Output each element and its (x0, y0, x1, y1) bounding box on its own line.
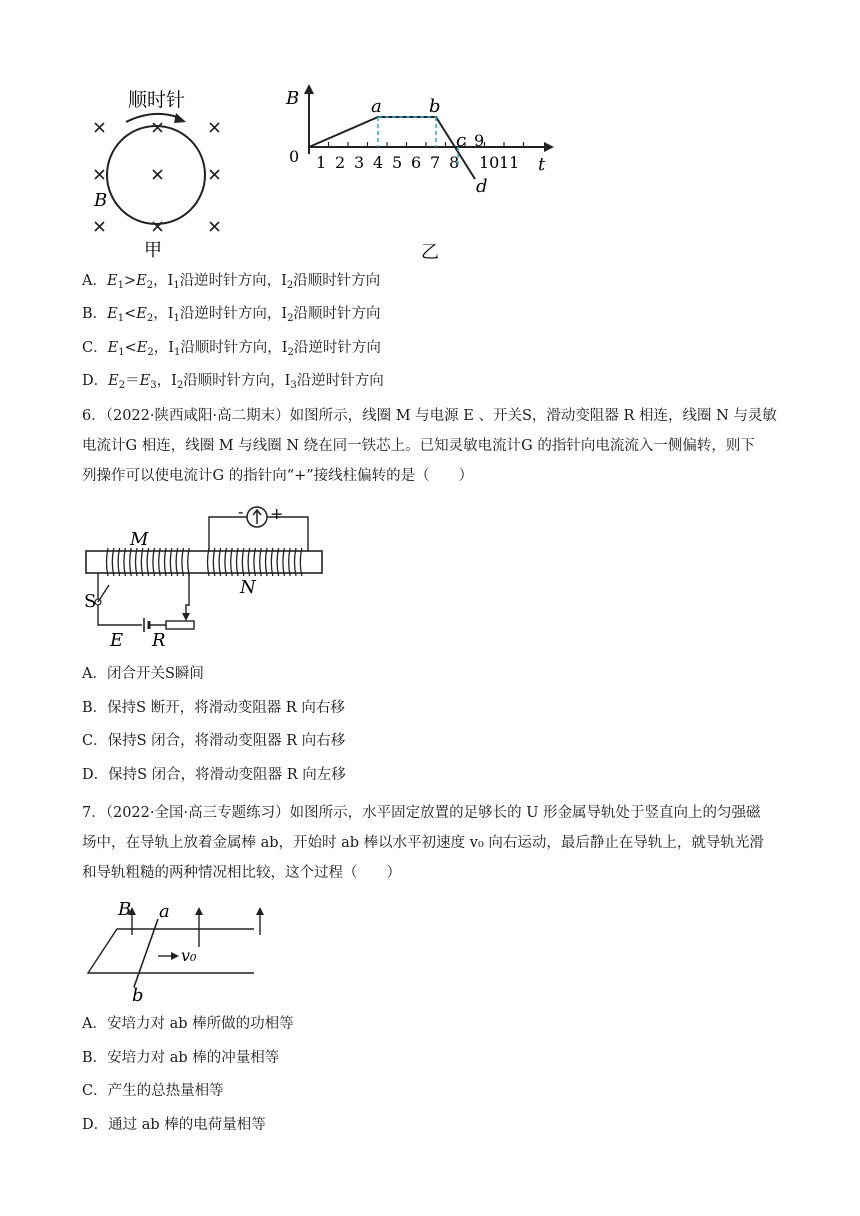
coil-turn (277, 548, 279, 576)
point-label-d: d (476, 176, 488, 197)
q7-option-d: D．通过 ab 棒的电荷量相等 (82, 1117, 266, 1133)
q6-option-a: A．闭合开关S瞬间 (82, 666, 204, 682)
coil-n-label: N (240, 577, 256, 598)
q7-stem (82, 798, 782, 888)
q6-option-c: C．保持S 闭合，将滑动变阻器 R 向右移 (82, 733, 346, 749)
coil-turn (176, 548, 178, 576)
tick-label: 10 (479, 153, 500, 172)
coil-turn (141, 548, 143, 576)
q7-line: 场中，在导轨上放着金属棒 ab，开始时 ab 棒以水平初速度 v₀ 向右运动，最后静止在导轨上，就导轨光滑 (82, 835, 764, 851)
direction-label: 顺时针 (128, 89, 186, 111)
resistor-label: R (152, 630, 166, 651)
coil-turn (107, 548, 109, 576)
coil-turn (300, 548, 302, 576)
coil-turn (118, 548, 120, 576)
coil-turn (225, 548, 227, 576)
galvanometer-minus: - (238, 503, 244, 521)
y-axis-arrow-icon (304, 84, 314, 94)
coil-turn (237, 548, 239, 576)
point-label-a: a (371, 96, 382, 117)
coil-turn (231, 548, 233, 576)
coil-turn (242, 548, 244, 576)
coil-turn (124, 548, 126, 576)
q6-line: 列操作可以使电流计G 的指针向“+”接线柱偏转的是（ ） (82, 468, 474, 484)
clockwise-arrow-icon (126, 114, 180, 122)
coil-turn (153, 548, 155, 576)
q7-option-b: B．安培力对 ab 棒的冲量相等 (82, 1050, 280, 1066)
galvanometer-plus: + (270, 504, 284, 523)
u-rail (88, 929, 254, 973)
tick-label: 8 (449, 153, 460, 172)
coil-turn (147, 548, 149, 576)
tick-label: 2 (335, 153, 346, 172)
source-label: E (110, 630, 124, 651)
coil-turn (266, 548, 268, 576)
q7-option-c: C．产生的总热量相等 (82, 1083, 224, 1099)
velocity-arrowhead-icon (171, 952, 179, 960)
coil-turn (219, 548, 221, 576)
tick-label: 4 (373, 153, 384, 172)
q6-option-d: D．保持S 闭合，将滑动变阻器 R 向左移 (82, 767, 346, 783)
q7-line: 7．（2022·全国·高三专题练习）如图所示，水平固定放置的足够长的 U 形金属导轨处于竖直向上的匀强磁 (82, 805, 761, 821)
coil-turn (271, 548, 273, 576)
q6-stem (82, 401, 782, 491)
q7-line: 和导轨粗糙的两种情况相比较，这个过程（ ） (82, 865, 401, 881)
q7-option-a: A．安培力对 ab 棒所做的功相等 (82, 1016, 294, 1032)
coil-n-windings (208, 548, 302, 576)
coil-turn (254, 548, 256, 576)
option-a: A．$E_1>E_2$，$I_1$沿逆时针方向，$I_2$沿顺时针方向 (82, 273, 381, 291)
field-label: B (94, 190, 108, 211)
point-label-b: b (429, 96, 441, 117)
rheostat (166, 621, 194, 629)
coil-turn (248, 548, 250, 576)
coil-turn (130, 548, 132, 576)
tick-label: 11 (499, 153, 520, 172)
option-b: B．$E_1<E_2$，$I_1$沿逆时针方向，$I_2$沿顺时针方向 (82, 306, 381, 324)
q6-figure-coils (82, 503, 332, 651)
q6-line: 6．（2022·陕西咸阳·高二期末）如图所示，线圈 M 与电源 E 、开关S，滑动变阻器 R 相连，线圈 N 与灵敏 (82, 408, 777, 424)
coil-turn (213, 548, 215, 576)
circuit-wire-bottom (98, 605, 142, 625)
x-axis-label: t (538, 154, 546, 175)
q6-line: 电流计G 相连，线圈 M 与线圈 N 绕在同一铁芯上。已知灵敏电流计G 的指针向电流流入一侧偏转，则下 (82, 438, 755, 454)
coil-turn (170, 548, 172, 576)
option-d: D．$E_2=E_3$，$I_2$沿顺时针方向，$I_3$沿逆时针方向 (82, 373, 384, 391)
coil-turn (260, 548, 262, 576)
tick-label: 9 (474, 131, 485, 150)
coil-turn (159, 548, 161, 576)
field-crosses (95, 123, 219, 231)
slider-arrow-icon (182, 613, 190, 621)
tick-label: 6 (411, 153, 422, 172)
arrowhead-icon (174, 113, 186, 123)
rod-end-a: a (159, 901, 170, 922)
switch-lever (98, 585, 109, 602)
tick-labels (316, 131, 519, 172)
origin-label: 0 (289, 147, 300, 166)
figure-yi (280, 82, 570, 267)
tick-label: 1 (316, 153, 327, 172)
coil-turn (188, 548, 190, 576)
coil-m-label: M (130, 529, 149, 550)
option-c: C．$E_1<E_2$，$I_1$沿顺时针方向，$I_2$沿逆时针方向 (82, 340, 381, 358)
slider-wire (186, 573, 189, 615)
coil-turn (289, 548, 291, 576)
velocity-label: v₀ (181, 946, 197, 965)
figure-caption-yi: 乙 (421, 242, 439, 263)
coil-turn (112, 548, 114, 576)
point-label-c: c (456, 130, 467, 151)
coil-turn (208, 548, 210, 576)
tick-label: 3 (354, 153, 365, 172)
coil-turn (136, 548, 138, 576)
field-arrowheads-icon (128, 907, 264, 915)
tick-label: 7 (430, 153, 441, 172)
figure-jia (82, 82, 242, 262)
x-axis-arrow-icon (544, 142, 554, 152)
switch-label: S (84, 591, 97, 612)
coil-turn (283, 548, 285, 576)
field-label: B (118, 899, 132, 920)
tick-label: 5 (392, 153, 403, 172)
y-axis-label: B (286, 88, 300, 109)
coil-turn (165, 548, 167, 576)
coil-turn (295, 548, 297, 576)
rod-end-b: b (132, 985, 144, 1006)
q7-figure-rails (82, 897, 282, 1007)
field-arrows (132, 913, 260, 947)
coil-m-windings (107, 548, 190, 576)
figure-caption-jia: 甲 (144, 240, 162, 261)
coil-turn (182, 548, 184, 576)
q6-option-b: B．保持S 断开，将滑动变阻器 R 向右移 (82, 700, 345, 716)
iron-core (86, 551, 322, 573)
